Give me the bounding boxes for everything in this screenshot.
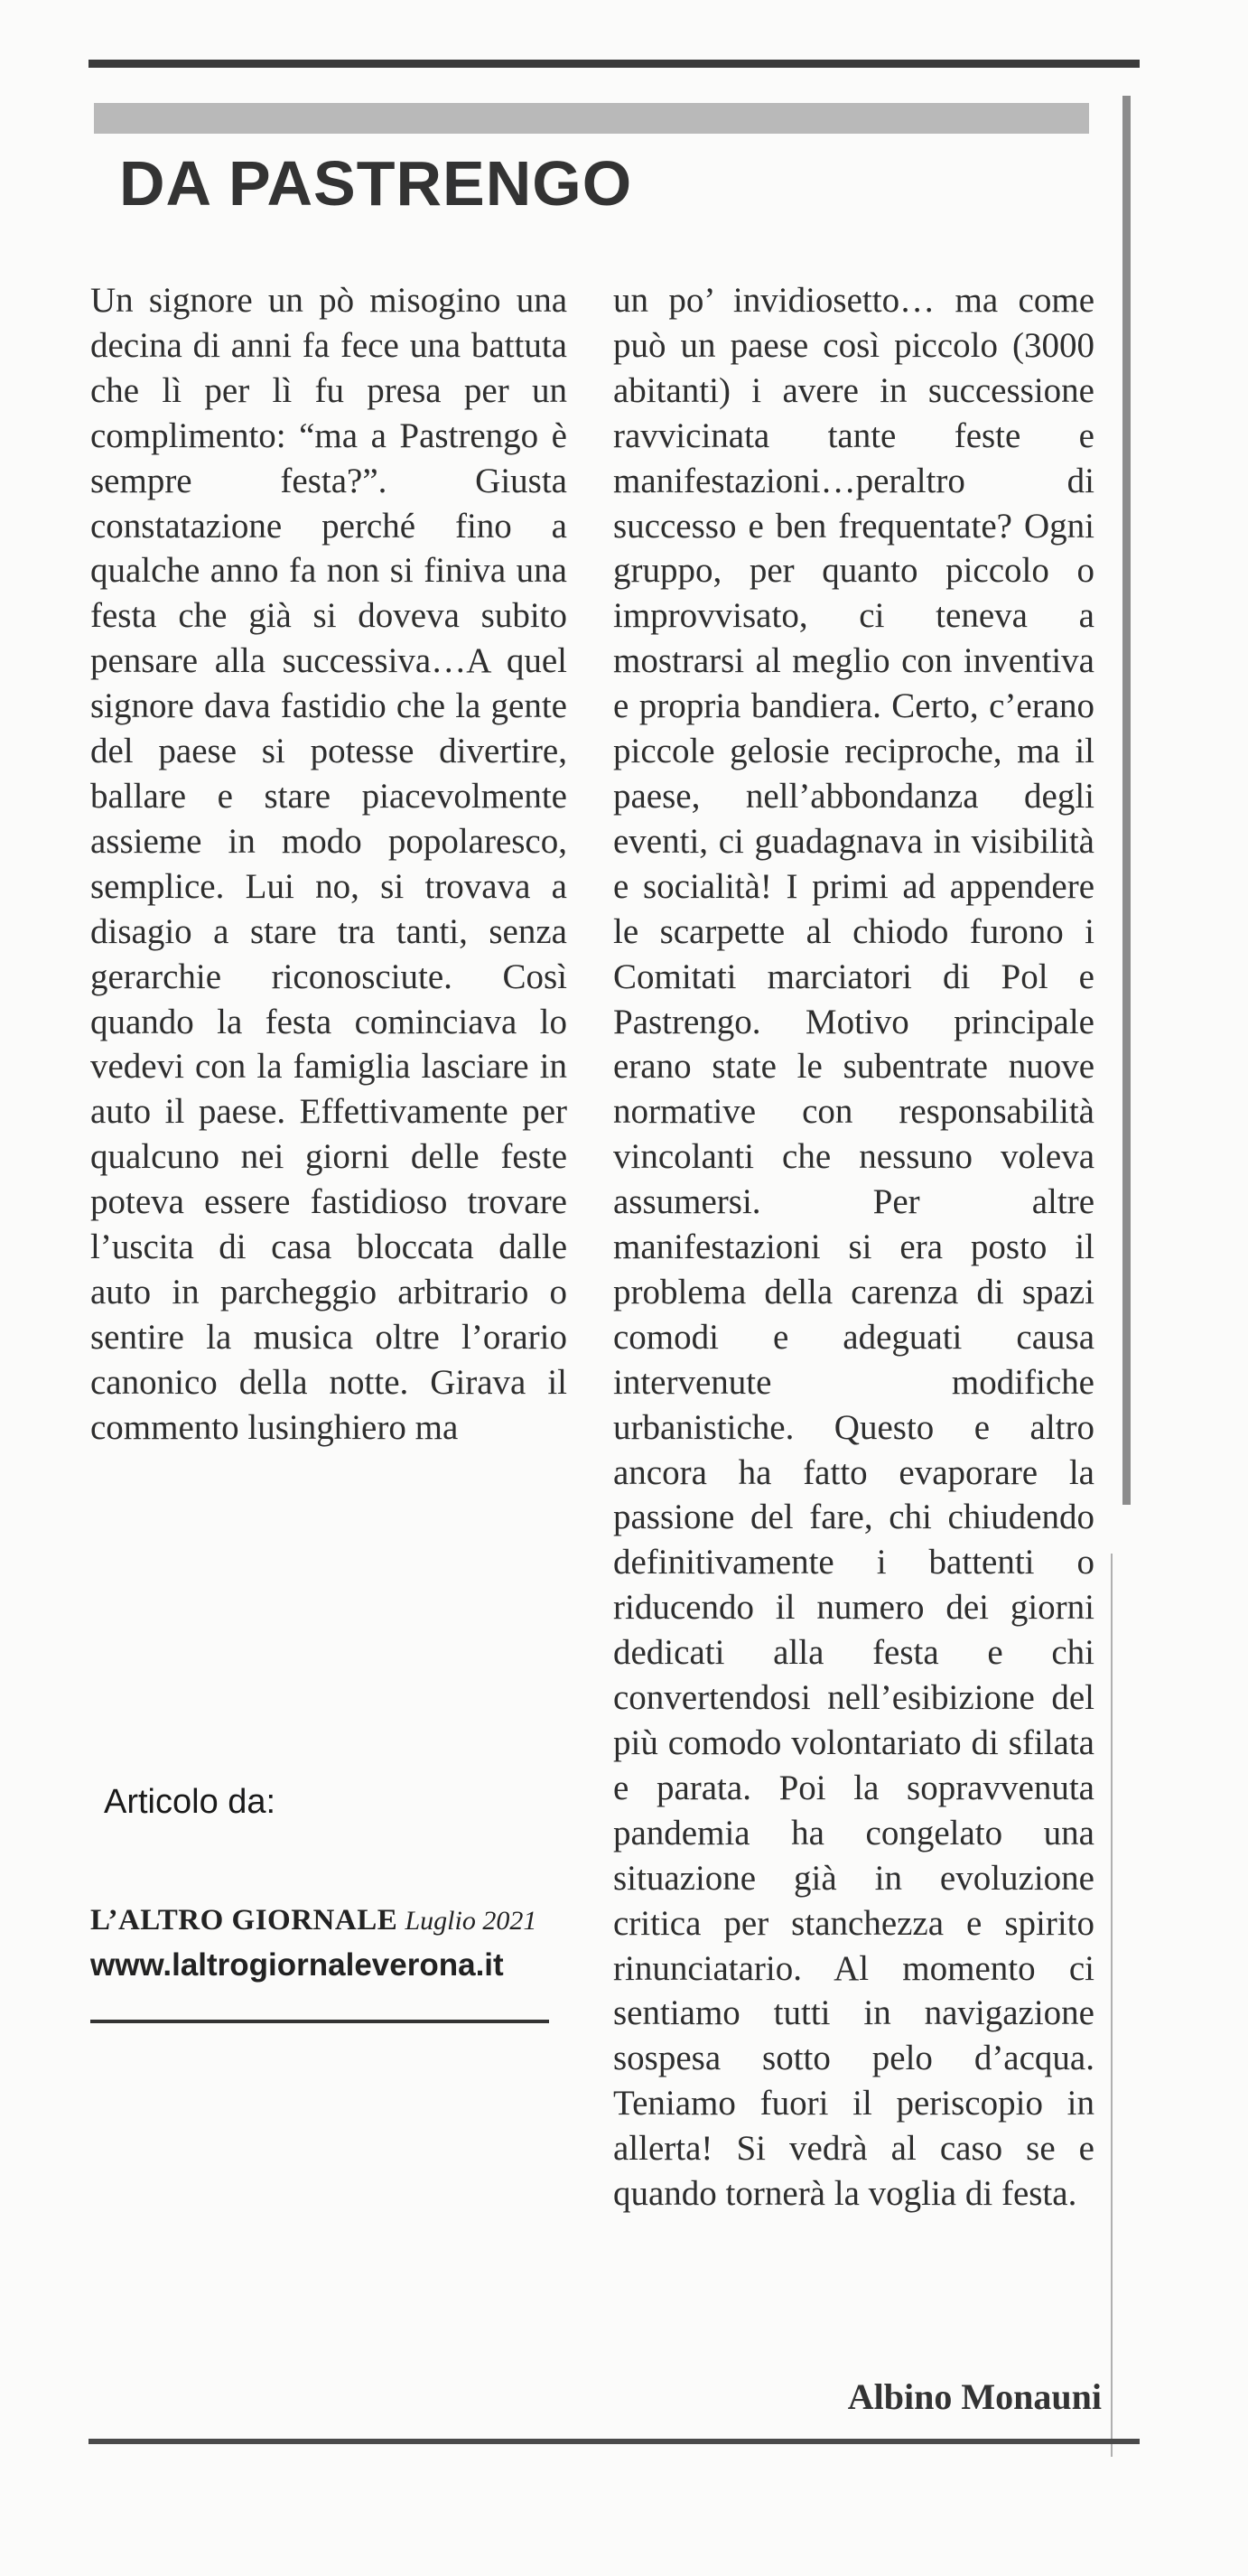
newspaper-name: L’ALTRO GIORNALE [90,1904,398,1937]
source-rule [90,2020,549,2023]
right-border-line [1111,1554,1113,2457]
right-border-bar [1122,96,1131,1505]
top-rule [88,60,1140,68]
article-text-right: un po’ invidiosetto… ma come può un paese così piccolo (3000 abitanti) i avere in successione ravvicinata tante feste e manifestazioni…peraltro di successo e ben frequentate? Ogni gruppo, per quanto piccolo o improvvisato, ci teneva a mostrarsi al meglio con inventiva e propria bandiera. Certo, c’erano piccole gelosie reciproche, ma il paese, nell’abbondanza degli eventi, ci guadagnava in visibilità e socialità! I primi ad appendere le scarpette al chiodo furono i Comitati marciatori di Pol e Pastrengo. Motivo principale erano state le subentrate nuove normative con responsabilità vincolanti che nessuno voleva assumersi. Per altre manifestazioni si era posto il problema della carenza di spazi comodi e adeguati causa intervenute modifiche urbanistiche. Questo e altro ancora ha fatto evaporare la passione del fare, chi chiudendo definitivamente i battenti o riducendo il numero dei giorni dedicati alla festa e chi convertendosi nell’esibizione del più comodo volontariato di sfilata e parata. Poi la sopravvenuta pandemia ha congelato una situazione già in evoluzione critica per stanchezza e spirito rinunciatario. Al momento ci sentiamo tutti in navigazione sospesa sotto pelo d’acqua. Teniamo fuori il periscopio in allerta! Si vedrà al caso se e quando tornerà la voglia di festa. [613,281,1094,2214]
article-column-left [90,278,567,1451]
article-column-right [613,278,1094,2217]
source-newspaper [90,1904,536,1937]
author-signature: Albino Monauni [847,2376,1102,2417]
header-band [94,103,1089,134]
article-text-left: Un signore un pò misogino una decina di anni fa fece una battuta che lì per lì fu presa per un complimento: “ma a Pastrengo è sempre festa?”. Giusta constatazione perché fino a qualche anno fa non si finiva una festa che già si doveva subito pensare alla successiva…A quel signore dava fastidio che la gente del paese si potesse divertire, ballare e stare piacevolmente assieme in modo popolaresco, semplice. Lui no, si trovava a disagio a stare tra tanti, senza gerarchie riconosciute. Così quando la festa cominciava lo vedevi con la famiglia lasciare in auto il paese. Effettivamente per qualcuno nei giorni delle feste poteva essere fastidioso trovare l’uscita di casa bloccata dalle auto in parcheggio arbitrario o sentire la musica oltre l’orario canonico della notte. Girava il commento lusinghiero ma [90,281,567,1447]
source-url[interactable]: www.laltrogiornaleverona.it [90,1947,504,1983]
source-label: Articolo da: [104,1783,276,1821]
article-title: DA PASTRENGO [119,148,633,219]
newspaper-date: Luglio 2021 [405,1906,537,1936]
bottom-rule [88,2439,1140,2444]
